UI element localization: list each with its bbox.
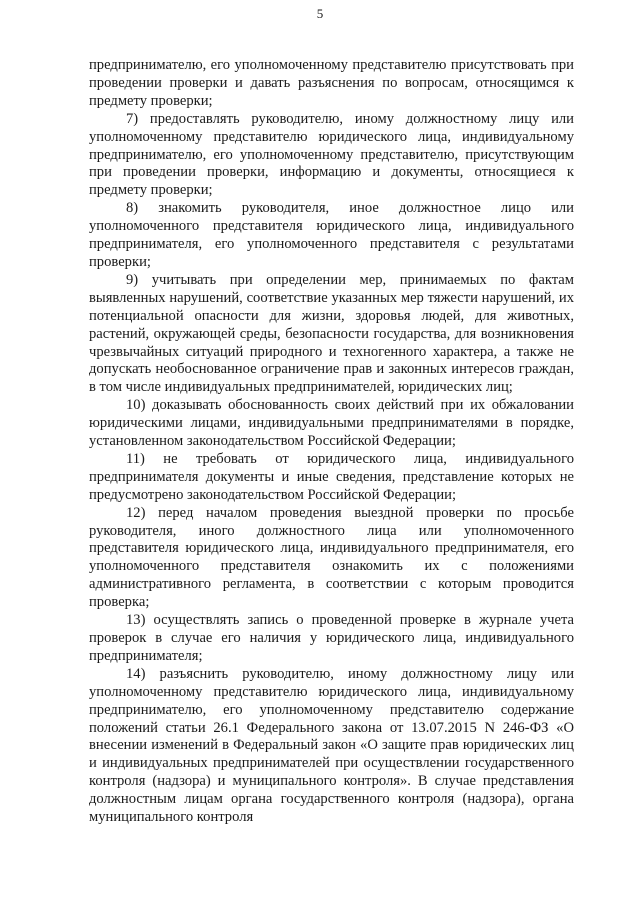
paragraph-item-7: 7) предоставлять руководителю, иному должностному лицу или уполномоченному представителю юридического лица, индивидуальному предпринимателю, его уполномоченному представителю, присутствующим при проведении проверки, информацию и документы, относящиеся к предмету проверки; <box>89 110 574 199</box>
page-number: 5 <box>316 6 324 21</box>
paragraph-continuation: предпринимателю, его уполномоченному представителю присутствовать при проведении проверки и давать разъяснения по вопросам, относящимся к предмету проверки; <box>89 57 574 109</box>
document-body <box>89 57 574 827</box>
paragraph-item-9: 9) учитывать при определении мер, принимаемых по фактам выявленных нарушений, соответствие указанных мер тяжести нарушений, их потенциальной опасности для жизни, здоровья людей, для животных, растений, окружающей среды, безопасности государства, для возникновения чрезвычайных ситуаций природного и техногенного характера, а также не допускать необоснованное ограничение прав и законных интересов граждан, в том числе индивидуальных предпринимателей, юридических лиц; <box>89 271 574 396</box>
paragraph-item-10: 10) доказывать обоснованность своих действий при их обжаловании юридическими лицами, индивидуальными предпринимателями в порядке, установленном законодательством Российской Федерации; <box>89 397 574 450</box>
paragraph-item-14: 14) разъяснить руководителю, иному должностному лицу или уполномоченному представителю юридического лица, индивидуальному предпринимателю, его уполномоченному представителю содержание положений статьи 26.1 Федерального закона от 13.07.2015 N 246-ФЗ «О внесении изменений в Федеральный закон «О защите прав юридических лиц и индивидуальных предпринимателей при осуществлении государственного контроля (надзора) и муниципального контроля». В случае представления должностным лицам органа государственного контроля (надзора), органа муниципального контроля <box>89 665 574 826</box>
paragraph-item-11: 11) не требовать от юридического лица, индивидуального предпринимателя документы и иные сведения, представление которых не предусмотрено законодательством Российской Федерации; <box>89 450 574 503</box>
paragraph-item-13: 13) осуществлять запись о проведенной проверке в журнале учета проверок в случае его наличия у юридического лица, индивидуального предпринимателя; <box>89 612 574 664</box>
paragraph-item-12: 12) перед началом проведения выездной проверки по просьбе руководителя, иного должностного лица или уполномоченного представителя юридического лица, индивидуального предпринимателя, его уполномоченного представителя ознакомить их с положениями административного регламента, в соответствии с которым проводится проверка; <box>89 504 574 611</box>
paragraph-item-8: 8) знакомить руководителя, иное должностное лицо или уполномоченного представителя юридического лица, индивидуального предпринимателя, его уполномоченного представителя с результатами проверки; <box>89 200 574 270</box>
